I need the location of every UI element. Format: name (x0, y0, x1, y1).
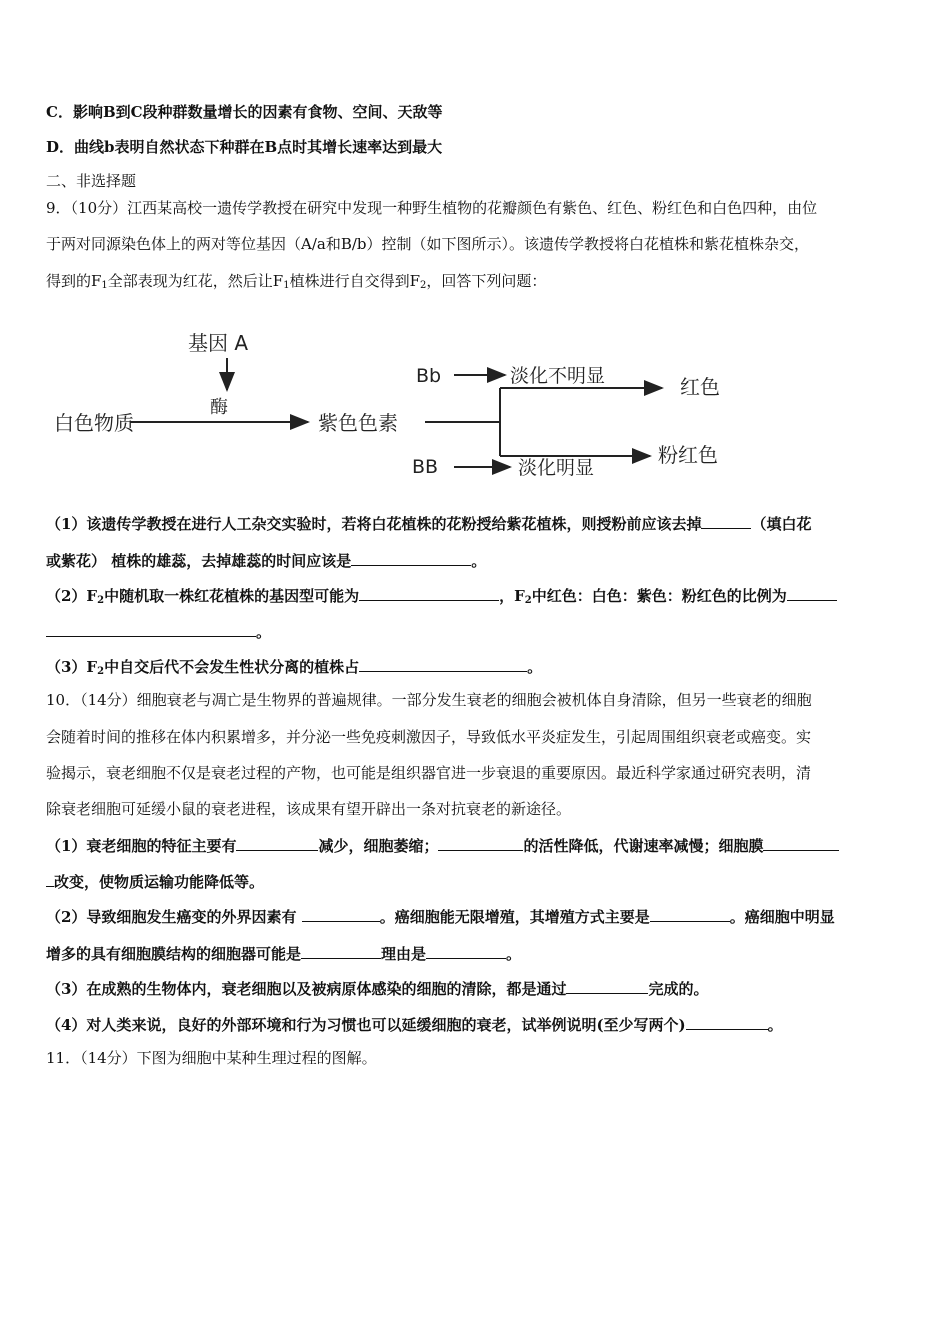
flower-color-pathway-diagram (40, 322, 760, 492)
text: （填白花 (751, 515, 812, 533)
text: ，回答下列问题： (426, 272, 547, 290)
text: 或紫花） 植株的雄蕊，去掉雄蕊的时间应该是 (46, 552, 352, 570)
answer-blank[interactable] (650, 906, 730, 922)
answer-blank[interactable] (301, 943, 381, 959)
text: 中自交后代不会发生性状分离的植株占 (104, 658, 360, 676)
text: 得到的F (46, 272, 102, 290)
red-label: 红色 (680, 375, 720, 399)
answer-blank[interactable] (426, 943, 506, 959)
answer-blank[interactable] (46, 621, 256, 637)
text: （3）F (46, 658, 98, 676)
text: 。 (506, 945, 522, 963)
subscript: 2 (97, 595, 105, 606)
answer-blank[interactable] (359, 585, 499, 601)
fade-weak-label: 淡化不明显 (510, 365, 606, 387)
text: （2）导致细胞发生癌变的外界因素有 (46, 908, 297, 926)
q9-stem-line-2: 于两对同源染色体上的两对等位基因（A/a和B/b）控制（如下图所示）。该遗传学教授将白花植株和紫花植株杂交， (46, 235, 810, 253)
option-c: C．影响B到C段种群数量增长的因素有食物、空间、天敌等 (46, 103, 443, 121)
section-heading: 二、非选择题 (46, 172, 137, 190)
q10-stem-line-3: 验揭示，衰老细胞不仅是衰老过程的产物，也可能是组织器官进一步衰退的重要原因。最近科学家通过研究表明，清 (46, 764, 812, 782)
q9-stem-line-3 (46, 271, 906, 296)
answer-blank[interactable] (236, 835, 318, 851)
q10-part-2-line-1 (46, 906, 906, 927)
answer-blank[interactable] (787, 585, 837, 601)
text: 增多的具有细胞膜结构的细胞器可能是 (46, 945, 302, 963)
bb-het-label: Bb (416, 365, 442, 387)
answer-blank[interactable] (302, 906, 380, 922)
q9-part-2-line-1 (46, 585, 906, 611)
q10-stem-line-2: 会随着时间的推移在体内积累增多，并分泌一些免疫刺激因子，导致低水平炎症发生，引起周围组织衰老或癌变。实 (46, 728, 812, 746)
text: 全部表现为红花，然后让F (107, 272, 284, 290)
q10-stem-line-1: 10．（14分）细胞衰老与凋亡是生物界的普遍规律。一部分发生衰老的细胞会被机体自身清除，但另一些衰老的细胞 (46, 691, 812, 709)
gene-a-label: 基因 A (188, 331, 249, 355)
bb-hom-label: BB (412, 456, 439, 478)
q9-part-1-line-1 (46, 513, 906, 534)
answer-blank[interactable] (438, 835, 523, 851)
answer-blank[interactable] (763, 835, 839, 851)
text: 植株进行自交得到F (289, 272, 421, 290)
option-d: D．曲线b表明自然状态下种群在B点时其增长速率达到最大 (46, 138, 443, 156)
text: 完成的。 (648, 980, 709, 998)
text: 减少，细胞萎缩； (318, 837, 439, 855)
q9-part-2-line-2 (46, 621, 906, 642)
q9-part-1-line-2 (46, 550, 906, 571)
text: （4）对人类来说，良好的外部环境和行为习惯也可以延缓细胞的衰老，试举例说明(至少写两个) (46, 1016, 686, 1034)
subscript: 2 (420, 280, 427, 291)
text: 。 (767, 1016, 783, 1034)
answer-blank[interactable] (686, 1014, 768, 1030)
text: 。 (256, 623, 272, 641)
enzyme-label: 酶 (210, 397, 228, 418)
text: 。 (471, 552, 487, 570)
pink-label: 粉红色 (658, 443, 718, 467)
answer-blank[interactable] (351, 550, 471, 566)
q10-part-4 (46, 1014, 906, 1035)
text: 中随机取一株红花植株的基因型可能为 (104, 587, 360, 605)
text: （3）在成熟的生物体内，衰老细胞以及被病原体感染的细胞的清除，都是通过 (46, 980, 567, 998)
q9-stem-line-1: 9．（10分）江西某高校一遗传学教授在研究中发现一种野生植物的花瓣颜色有紫色、红色、粉红色和白色四种，由位 (46, 199, 818, 217)
q10-part-2-line-2 (46, 943, 906, 964)
text: 中红色：白色：紫色：粉红色的比例为 (531, 587, 787, 605)
subscript: 2 (524, 595, 532, 606)
text: （1）该遗传学教授在进行人工杂交实验时，若将白花植株的花粉授给紫花植株，则授粉前应该去掉 (46, 515, 702, 533)
q11-stem: 11．（14分）下图为细胞中某种生理过程的图解。 (46, 1049, 377, 1067)
q9-part-3 (46, 656, 906, 682)
text: ，F (499, 587, 525, 605)
text: （1）衰老细胞的特征主要有 (46, 837, 237, 855)
answer-blank[interactable] (701, 513, 751, 529)
text: 改变，使物质运输功能降低等。 (54, 873, 265, 891)
white-substance-label: 白色物质 (54, 411, 134, 435)
text: 。 (527, 658, 543, 676)
purple-pigment-label: 紫色色素 (318, 411, 398, 435)
subscript: 1 (283, 280, 290, 291)
answer-blank[interactable] (46, 871, 54, 887)
text: （2）F (46, 587, 98, 605)
text: 。癌细胞中明显 (729, 908, 835, 926)
answer-blank[interactable] (566, 978, 648, 994)
q10-part-1-line-1 (46, 835, 906, 856)
subscript: 2 (97, 666, 105, 677)
q10-part-3 (46, 978, 906, 999)
fade-strong-label: 淡化明显 (518, 457, 595, 479)
subscript: 1 (101, 280, 108, 291)
text: 的活性降低，代谢速率减慢；细胞膜 (523, 837, 764, 855)
q10-part-1-line-2 (46, 871, 906, 892)
q10-stem-line-4: 除衰老细胞可延缓小鼠的衰老进程，该成果有望开辟出一条对抗衰老的新途径。 (46, 800, 572, 818)
answer-blank[interactable] (359, 656, 527, 672)
text: 理由是 (381, 945, 427, 963)
text: 。癌细胞能无限增殖，其增殖方式主要是 (379, 908, 650, 926)
